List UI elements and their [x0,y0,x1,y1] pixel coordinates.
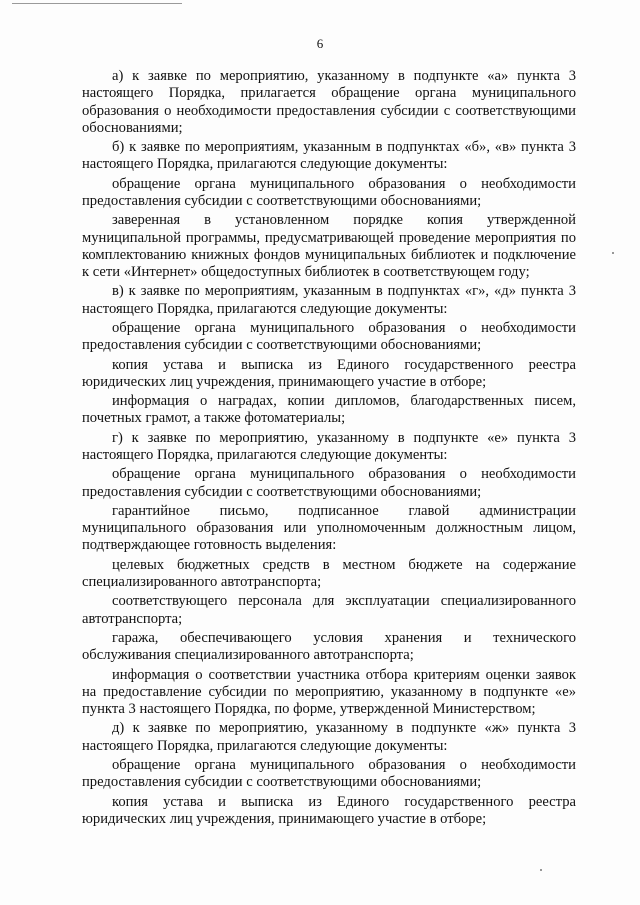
scan-speck [612,252,614,254]
paragraph-g-item-1: обращение органа муниципального образования о необходимости предоставления субсидии с соответствующими обоснованиями; [82,466,576,500]
scan-top-line [12,3,182,4]
paragraph-v-item-2: копия устава и выписка из Единого государственного реестра юридических лиц учреждения, принимающего участие в отборе; [82,356,576,390]
paragraph-g-subitem-2: соответствующего персонала для эксплуатации специализированного автотранспорта; [82,593,576,627]
page-number: 6 [316,36,324,51]
paragraph-v-item-3: информация о наградах, копии дипломов, благодарственных писем, почетных грамот, а также фотоматериалы; [82,393,576,427]
paragraph-v-item-1: обращение органа муниципального образования о необходимости предоставления субсидии с соответствующими обоснованиями; [82,319,576,354]
paragraph-g-item-2: гарантийное письмо, подписанное главой администрации муниципального образования или уполномоченным должностным лицом, подтверждающее готовность выделения: [82,502,576,554]
paragraph-b: б) к заявке по мероприятиям, указанным в подпунктах «б», «в» пункта 3 настоящего Порядка, прилагаются следующие документы: [82,139,576,173]
paragraph-a: а) к заявке по мероприятию, указанному в подпункте «а» пункта 3 настоящего Порядка, прилагается обращение органа муниципального образования о необходимости предоставления субсидии с соответствующими обоснованиями; [82,68,576,136]
paragraph-b-item-1: обращение органа муниципального образования о необходимости предоставления субсидии с соответствующими обоснованиями; [82,175,576,209]
paragraph-g-item-3: информация о соответствии участника отбора критериям оценки заявок на предоставление субсидии по мероприятию, указанному в подпункте «е» пункта 3 настоящего Порядка, по форме, утвержденной Министерством; [82,666,576,718]
paragraph-g: г) к заявке по мероприятию, указанному в подпункте «е» пункта 3 настоящего Порядка, прилагаются следующие документы: [82,429,576,463]
paragraph-d: д) к заявке по мероприятию, указанному в подпункте «ж» пункта 3 настоящего Порядка, прилагаются следующие документы: [82,720,576,754]
scan-speck [540,869,542,871]
document-body [82,68,576,830]
paragraph-g-subitem-3: гаража, обеспечивающего условия хранения и технического обслуживания специализированного автотранспорта; [82,629,576,664]
paragraph-d-item-2: копия устава и выписка из Единого государственного реестра юридических лиц учреждения, принимающего участие в отборе; [82,793,576,827]
paragraph-v: в) к заявке по мероприятиям, указанным в подпунктах «г», «д» пункта 3 настоящего Порядка, прилагаются следующие документы: [82,283,576,317]
paragraph-b-item-2: заверенная в установленном порядке копия утвержденной муниципальной программы, предусматривающей проведение мероприятия по комплектованию книжных фондов муниципальных библиотек и подключение к сети «Интернет» общедоступных библиотек в соответствующем году; [82,212,576,281]
paragraph-d-item-1: обращение органа муниципального образования о необходимости предоставления субсидии с соответствующими обоснованиями; [82,757,576,791]
paragraph-g-subitem-1: целевых бюджетных средств в местном бюджете на содержание специализированного автотранспорта; [82,556,576,591]
